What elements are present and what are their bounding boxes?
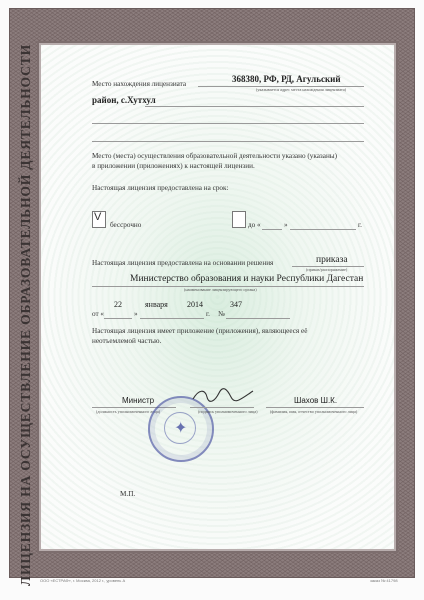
- location-value-line1: 368380, РФ, РД, Агульский: [232, 74, 341, 84]
- location-label: Место нахождения лицензиата: [92, 80, 187, 88]
- number-line: [226, 318, 290, 319]
- name-line: [266, 407, 364, 408]
- check-mark: V: [94, 211, 102, 223]
- decision-number: 347: [230, 300, 242, 309]
- basis-label: Настоящая лицензия предоставлена на основании решения: [92, 259, 274, 267]
- position-hint: (должность уполномоченного лица): [96, 409, 161, 414]
- signer-position: Министр: [122, 396, 155, 405]
- date-month: января: [145, 300, 168, 309]
- license-body: [37, 41, 398, 553]
- until-day-line: [262, 229, 282, 230]
- signature-line: [190, 407, 254, 408]
- activity-place-line2: в приложении (приложениях) к настоящей лицензии.: [92, 162, 255, 170]
- authority-name: Министерство образования и науки Республики Дагестан: [130, 274, 364, 284]
- location-value-line2: район, с.Хутхул: [92, 95, 156, 105]
- decision-type: приказа: [316, 255, 348, 265]
- location-hint: (указывается адрес места нахождения лицензиата): [256, 87, 347, 92]
- vertical-title: [12, 44, 40, 586]
- date-year: 2014: [187, 300, 203, 309]
- date-mid: »: [134, 310, 138, 318]
- date-prefix: от «: [92, 310, 105, 318]
- official-seal: [148, 396, 214, 462]
- name-hint: (фамилия, имя, отчество уполномоченного лица): [270, 409, 358, 414]
- authority-hint: (наименование лицензирующего органа): [184, 287, 257, 292]
- order-number: заказ № 41798: [370, 578, 398, 583]
- term-until-end: г.: [358, 221, 362, 229]
- coat-of-arms-icon: ✦: [174, 420, 188, 437]
- term-unlimited-label: бессрочно: [110, 221, 142, 229]
- seal-label: М.П.: [120, 490, 136, 498]
- activity-place-line1: Место (места) осуществления образовательной деятельности указано (указаны): [92, 152, 338, 160]
- appendix-line2: неотъемлемой частью.: [92, 337, 162, 345]
- location-line-2: [145, 106, 364, 107]
- date-year-suffix: г.: [206, 310, 210, 318]
- number-label: №: [218, 310, 225, 318]
- until-checkbox: [232, 211, 246, 228]
- appendix-line1: Настоящая лицензия имеет приложение (приложения), являющееся её: [92, 327, 308, 335]
- term-until-mid: »: [284, 221, 288, 229]
- vertical-title-text: ЛИЦЕНЗИЯ НА ОСУЩЕСТВЛЕНИЕ ОБРАЗОВАТЕЛЬНОЙ ДЕЯТЕЛЬНОСТИ: [18, 44, 33, 586]
- signer-name: Шахов Ш.К.: [294, 396, 338, 405]
- date-day-line: [104, 318, 132, 319]
- blank-line-1: [92, 123, 364, 124]
- term-until-prefix: до «: [248, 221, 261, 229]
- blank-line-2: [92, 141, 364, 142]
- term-label: Настоящая лицензия предоставлена на срок:: [92, 184, 229, 192]
- printer-info: ООО «ЕСТРАФ», г. Москва, 2012 г., уровень А: [40, 578, 126, 583]
- date-month-line: [140, 318, 204, 319]
- date-day: 22: [114, 300, 122, 309]
- signature-hint: (подпись уполномоченного лица): [198, 409, 258, 414]
- decision-hint: (приказ/распоряжение): [306, 267, 348, 272]
- until-month-line: [290, 229, 356, 230]
- handwritten-signature: [191, 385, 255, 405]
